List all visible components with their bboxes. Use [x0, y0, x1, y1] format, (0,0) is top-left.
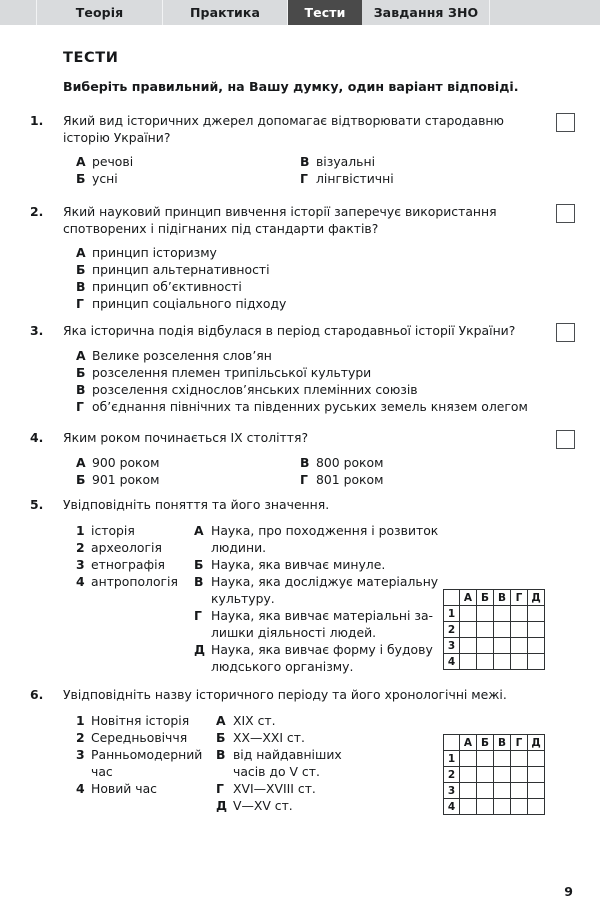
- grid-row: [444, 799, 545, 815]
- question-5-stem: Увідповідніть поняття та його значення.: [63, 497, 330, 512]
- grid-cell[interactable]: [477, 751, 494, 767]
- question-6-number: 6.: [30, 687, 44, 702]
- grid-cell[interactable]: [460, 799, 477, 815]
- grid-cell[interactable]: [494, 767, 511, 783]
- tab-bar-left-spacer: [0, 0, 37, 25]
- option-letter: В: [76, 381, 86, 397]
- option-text: Наука, про походження і розвиток людини.: [211, 522, 439, 555]
- grid-row: [444, 606, 545, 622]
- question-6-date-d[interactable]: [216, 797, 366, 814]
- grid-row: [444, 622, 545, 638]
- option-letter: А: [76, 347, 86, 363]
- question-1-option-b[interactable]: [76, 170, 300, 187]
- option-text: принцип об’єктивності: [92, 279, 242, 294]
- option-text: V—ХV ст.: [233, 797, 293, 813]
- grid-cell[interactable]: [528, 767, 545, 783]
- question-5-definition-v[interactable]: [194, 573, 452, 607]
- option-text: Наука, яка вивчає форму і будову людського організму.: [211, 641, 433, 674]
- option-text: від найдавніших часів до V ст.: [233, 746, 342, 779]
- grid-row: [444, 638, 545, 654]
- option-text: ХХ—ХХІ ст.: [233, 729, 305, 745]
- question-3-option-b[interactable]: [76, 364, 575, 381]
- option-text: лінгвістичні: [316, 171, 394, 186]
- term-text: Новий час: [91, 780, 157, 796]
- question-4-answer-checkbox[interactable]: [556, 430, 575, 449]
- question-4: [30, 430, 575, 488]
- grid-cell[interactable]: [494, 606, 511, 622]
- option-letter: А: [194, 522, 204, 538]
- grid-row-header-1: 1: [444, 606, 460, 622]
- page-title: ТЕСТИ: [63, 50, 119, 66]
- option-letter: Д: [194, 641, 206, 657]
- tab-praktyka-label: Практика: [189, 5, 261, 20]
- grid-cell[interactable]: [494, 622, 511, 638]
- question-5-terms: [76, 522, 194, 675]
- grid-row-header-2: 2: [444, 767, 460, 783]
- option-letter: А: [76, 454, 86, 470]
- option-letter: Б: [76, 171, 86, 186]
- option-letter: Г: [300, 471, 308, 487]
- question-2-option-b[interactable]: [76, 261, 575, 278]
- grid-row-header-4: 4: [444, 654, 460, 670]
- option-letter: Д: [216, 797, 228, 813]
- question-3: [30, 323, 575, 415]
- question-5-definition-b[interactable]: [194, 556, 452, 573]
- question-2: [30, 204, 575, 312]
- grid-cell[interactable]: [511, 783, 528, 799]
- question-6-stem: Увідповідніть назву історичного періоду та його хронологічні межі.: [63, 687, 507, 702]
- question-6-period-4[interactable]: [76, 780, 216, 797]
- option-text: Наука, яка вивчає минуле.: [211, 556, 386, 572]
- grid-cell[interactable]: [528, 654, 545, 670]
- grid-cell[interactable]: [494, 638, 511, 654]
- option-text: ХIХ ст.: [233, 712, 276, 728]
- grid-cell[interactable]: [460, 622, 477, 638]
- grid-row: [444, 751, 545, 767]
- grid-corner-cell: [444, 590, 460, 606]
- option-letter: А: [76, 154, 86, 169]
- question-1-option-v[interactable]: [300, 153, 375, 170]
- question-3-answer-checkbox[interactable]: [556, 323, 575, 342]
- question-4-option-v[interactable]: [300, 454, 383, 471]
- grid-cell[interactable]: [460, 767, 477, 783]
- option-text: принцип соціального підходу: [92, 296, 287, 311]
- term-text: археологія: [91, 539, 162, 555]
- grid-col-header-v: В: [494, 735, 511, 751]
- grid-cell[interactable]: [460, 751, 477, 767]
- grid-row: [444, 783, 545, 799]
- question-1-answer-checkbox[interactable]: [556, 113, 575, 132]
- question-6-periods: [76, 712, 216, 814]
- term-number: 3: [76, 556, 85, 572]
- grid-cell[interactable]: [477, 606, 494, 622]
- question-6-date-g[interactable]: [216, 780, 366, 797]
- option-letter: Б: [76, 471, 86, 487]
- question-1: [30, 113, 575, 187]
- question-4-option-row: [76, 454, 575, 471]
- grid-cell[interactable]: [528, 606, 545, 622]
- term-text: етнографія: [91, 556, 165, 572]
- grid-cell[interactable]: [494, 654, 511, 670]
- question-2-options: [76, 244, 575, 312]
- tab-zavdannya-zno[interactable]: [363, 0, 490, 25]
- term-number: 3: [76, 746, 85, 762]
- grid-row: [444, 767, 545, 783]
- question-6-period-2[interactable]: [76, 729, 216, 746]
- option-text: принцип історизму: [92, 245, 217, 260]
- option-letter: В: [300, 154, 310, 169]
- grid-col-header-b: Б: [477, 735, 494, 751]
- question-5-definition-a[interactable]: [194, 522, 452, 556]
- tab-testy-label: Тести: [304, 5, 346, 20]
- question-2-option-v[interactable]: [76, 278, 575, 295]
- tab-teoriya-label: Теорія: [75, 5, 124, 20]
- grid-cell[interactable]: [494, 751, 511, 767]
- instruction-text: Виберіть правильний, на Вашу думку, один варіант відповіді.: [63, 79, 519, 94]
- option-text: ХVІ—ХVІІІ ст.: [233, 780, 316, 796]
- term-text: історія: [91, 522, 135, 538]
- option-text: усні: [92, 171, 118, 186]
- term-text: Новітня історія: [91, 712, 190, 728]
- grid-col-header-a: А: [460, 590, 477, 606]
- question-1-option-g[interactable]: [300, 170, 394, 187]
- question-5-term-2[interactable]: [76, 539, 194, 556]
- grid-cell[interactable]: [477, 654, 494, 670]
- term-text: Ранньомодерний час: [91, 746, 203, 779]
- option-text: 901 роком: [92, 471, 160, 487]
- grid-cell[interactable]: [494, 799, 511, 815]
- grid-col-header-v: В: [494, 590, 511, 606]
- option-text: Наука, яка вивчає матеріальні за-лишки діяльності людей.: [211, 607, 434, 640]
- question-3-option-a[interactable]: [76, 347, 575, 364]
- option-text: Велике розселення слов’ян: [92, 347, 272, 363]
- option-letter: А: [76, 245, 86, 260]
- grid-corner-cell: [444, 735, 460, 751]
- option-letter: Г: [300, 171, 308, 186]
- grid-cell[interactable]: [528, 638, 545, 654]
- grid-cell[interactable]: [460, 654, 477, 670]
- grid-row-header-1: 1: [444, 751, 460, 767]
- option-letter: В: [216, 746, 226, 762]
- grid-cell[interactable]: [460, 783, 477, 799]
- grid-row-header-3: 3: [444, 783, 460, 799]
- grid-cell[interactable]: [511, 654, 528, 670]
- tab-teoriya[interactable]: [37, 0, 163, 25]
- grid-col-header-b: Б: [477, 590, 494, 606]
- tab-zavdannya-zno-label: Завдання ЗНО: [373, 5, 479, 20]
- grid-col-header-d: Д: [528, 590, 545, 606]
- term-number: 4: [76, 780, 85, 796]
- question-6-date-b[interactable]: [216, 729, 366, 746]
- tab-testy[interactable]: [288, 0, 363, 25]
- question-4-option-row: [76, 471, 575, 488]
- term-text: Середньовіччя: [91, 729, 188, 745]
- option-letter: Б: [76, 364, 86, 380]
- question-6-period-3[interactable]: [76, 746, 216, 780]
- question-5-term-1[interactable]: [76, 522, 194, 539]
- option-text: розселення племен трипільської культури: [92, 364, 372, 380]
- option-letter: В: [76, 279, 86, 294]
- grid-header-row: [444, 590, 545, 606]
- grid-cell[interactable]: [477, 767, 494, 783]
- grid-cell[interactable]: [511, 767, 528, 783]
- term-number: 2: [76, 539, 85, 555]
- question-3-options: [76, 347, 575, 415]
- grid-cell[interactable]: [460, 638, 477, 654]
- question-2-number: 2.: [30, 204, 44, 219]
- question-6-dates: [216, 712, 366, 814]
- question-5-term-4[interactable]: [76, 573, 194, 590]
- option-text: розселення східнослов’янських племінних союзів: [92, 381, 418, 397]
- term-text: антропологія: [91, 573, 178, 589]
- option-letter: Б: [216, 729, 226, 745]
- option-text: 801 роком: [316, 471, 384, 487]
- term-number: 1: [76, 712, 85, 728]
- grid-cell[interactable]: [528, 799, 545, 815]
- option-text: 900 роком: [92, 454, 160, 470]
- question-6-answer-grid[interactable]: [443, 734, 545, 815]
- question-5-term-3[interactable]: [76, 556, 194, 573]
- option-text: Наука, яка досліджує матеріальну культуру.: [211, 573, 439, 606]
- grid-row-header-2: 2: [444, 622, 460, 638]
- grid-cell[interactable]: [528, 751, 545, 767]
- question-1-stem: Який вид історичних джерел допомагає відтворювати стародавню історію України?: [63, 113, 504, 145]
- grid-cell[interactable]: [477, 783, 494, 799]
- question-5-number: 5.: [30, 497, 44, 512]
- option-letter: Б: [194, 556, 204, 572]
- option-text: принцип альтернативності: [92, 262, 270, 277]
- grid-cell[interactable]: [511, 622, 528, 638]
- question-1-number: 1.: [30, 113, 44, 128]
- grid-cell[interactable]: [494, 783, 511, 799]
- tab-bar: [0, 0, 600, 25]
- question-1-option-row: [76, 153, 575, 170]
- grid-cell[interactable]: [528, 783, 545, 799]
- option-text: 800 роком: [316, 454, 384, 470]
- question-1-option-a[interactable]: [76, 153, 300, 170]
- question-6-date-a[interactable]: [216, 712, 366, 729]
- option-text: речові: [92, 154, 134, 169]
- grid-col-header-g: Г: [511, 590, 528, 606]
- question-5-answer-grid[interactable]: [443, 589, 545, 670]
- grid-row-header-3: 3: [444, 638, 460, 654]
- grid-cell[interactable]: [460, 606, 477, 622]
- term-number: 2: [76, 729, 85, 745]
- grid-cell[interactable]: [511, 799, 528, 815]
- question-4-options: [76, 454, 575, 488]
- question-2-option-a[interactable]: [76, 244, 575, 261]
- question-2-answer-checkbox[interactable]: [556, 204, 575, 223]
- question-3-option-g[interactable]: [76, 398, 575, 415]
- question-3-stem: Яка історична подія відбулася в період стародавньої історії України?: [63, 323, 516, 338]
- option-letter: Г: [216, 780, 224, 796]
- option-letter: А: [216, 712, 226, 728]
- question-4-option-a[interactable]: [76, 454, 300, 471]
- question-3-number: 3.: [30, 323, 44, 338]
- grid-header-row: [444, 735, 545, 751]
- grid-row-header-4: 4: [444, 799, 460, 815]
- grid-cell[interactable]: [511, 638, 528, 654]
- term-number: 1: [76, 522, 85, 538]
- question-6-period-1[interactable]: [76, 712, 216, 729]
- grid-cell[interactable]: [528, 622, 545, 638]
- option-letter: Г: [76, 398, 84, 414]
- option-text: об’єднання північних та південних руських земель князем олегом: [92, 398, 528, 414]
- tab-bar-right-spacer: [490, 0, 600, 25]
- question-2-option-g[interactable]: [76, 295, 575, 312]
- question-5-definitions: [194, 522, 452, 675]
- grid-cell[interactable]: [477, 622, 494, 638]
- grid-col-header-a: А: [460, 735, 477, 751]
- question-1-options: [76, 153, 575, 187]
- question-6-date-v[interactable]: [216, 746, 366, 780]
- question-1-option-row: [76, 170, 575, 187]
- question-5-definition-g[interactable]: [194, 607, 452, 641]
- question-4-option-b[interactable]: [76, 471, 300, 488]
- grid-cell[interactable]: [477, 799, 494, 815]
- option-letter: Г: [194, 607, 202, 623]
- question-2-stem: Який науковий принцип вивчення історії заперечує використання спотворених і підігнаних під стандарти фактів?: [63, 204, 497, 236]
- grid-col-header-g: Г: [511, 735, 528, 751]
- option-letter: В: [300, 454, 310, 470]
- page-number: 9: [564, 884, 573, 899]
- question-5-definition-d[interactable]: [194, 641, 452, 675]
- test-page: [0, 25, 600, 921]
- option-letter: Г: [76, 296, 84, 311]
- grid-cell[interactable]: [477, 638, 494, 654]
- grid-cell[interactable]: [511, 606, 528, 622]
- option-text: візуальні: [316, 154, 376, 169]
- grid-row: [444, 654, 545, 670]
- term-number: 4: [76, 573, 85, 589]
- question-4-number: 4.: [30, 430, 44, 445]
- grid-col-header-d: Д: [528, 735, 545, 751]
- option-letter: Б: [76, 262, 86, 277]
- option-letter: В: [194, 573, 204, 589]
- question-3-option-v[interactable]: [76, 381, 575, 398]
- tab-praktyka[interactable]: [163, 0, 288, 25]
- question-4-stem: Яким роком починається ІХ століття?: [63, 430, 309, 445]
- grid-cell[interactable]: [511, 751, 528, 767]
- question-4-option-g[interactable]: [300, 471, 383, 488]
